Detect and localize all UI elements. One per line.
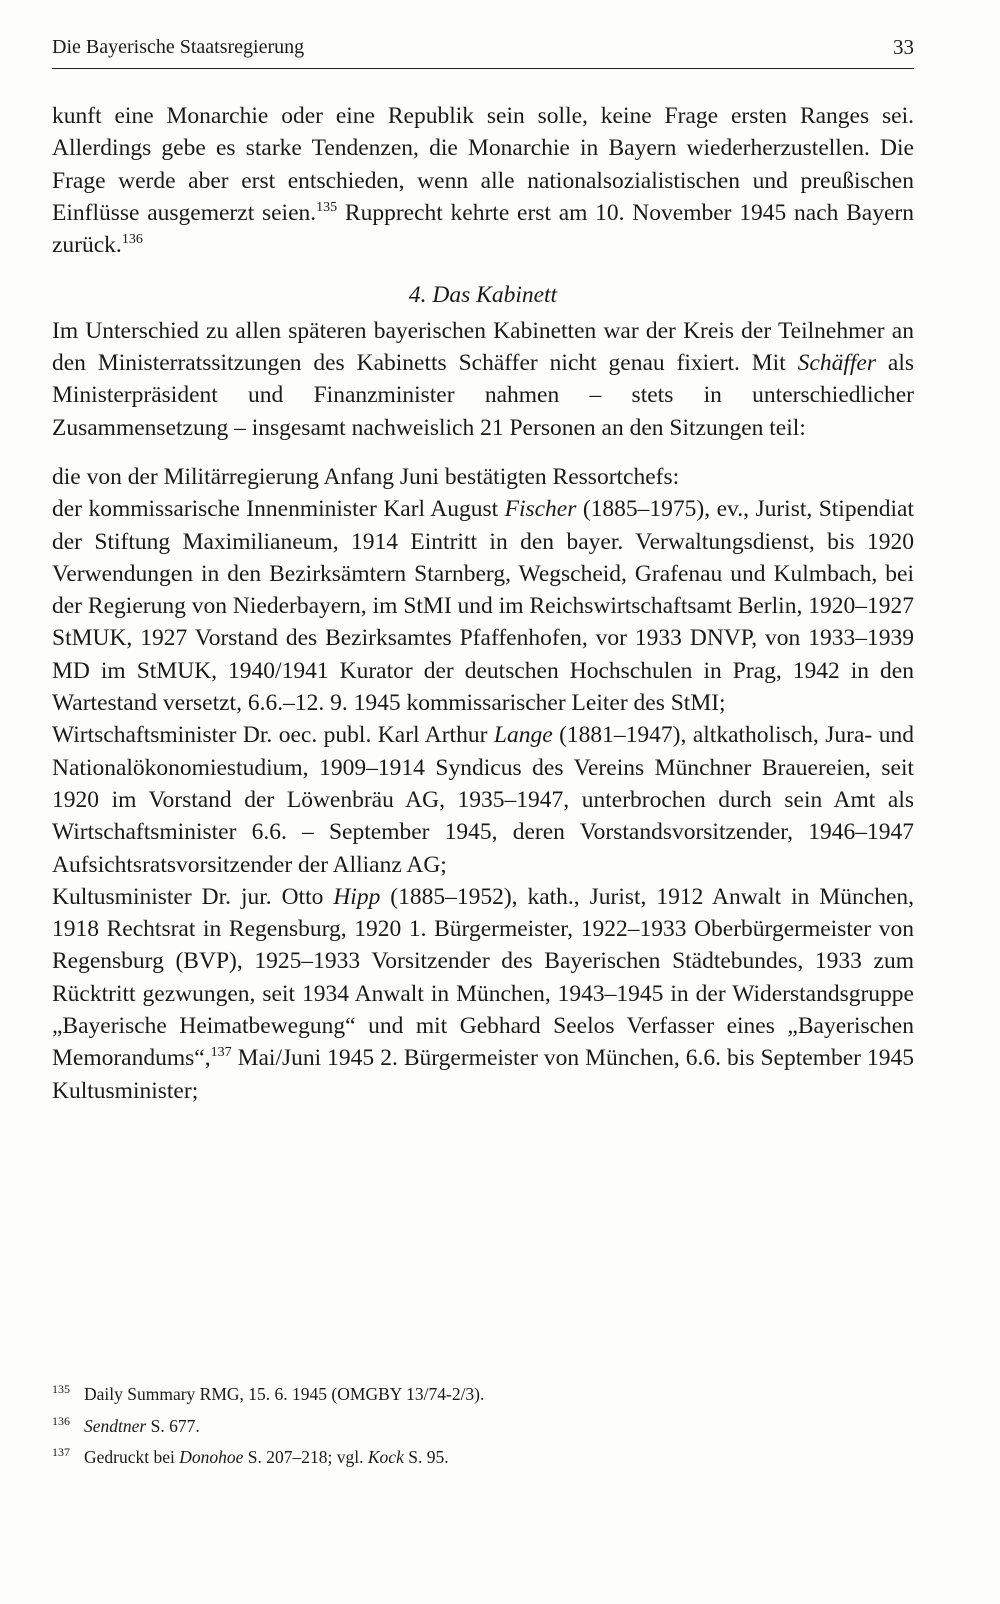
paragraph-ressortchefs: die von der Militärregierung Anfang Juni bestätigten Ressortchefs: — [52, 463, 680, 490]
footnote-number: 137 — [52, 1445, 70, 1459]
footnote-136: 136 Sendtner S. 677. — [52, 1408, 914, 1440]
paragraph-gap — [52, 444, 914, 461]
footnote-number: 136 — [52, 1413, 70, 1428]
person-name: Fischer — [504, 496, 577, 523]
person-name: Lange — [493, 722, 553, 749]
footnote-ref-137[interactable]: 137 — [210, 1045, 232, 1061]
footnote-ref-136[interactable]: 136 — [121, 232, 143, 248]
paragraph-continuation: kunft eine Monarchie oder eine Republik sein solle, keine Frage ersten Ranges sei. Allerdings gebe es starke Tendenzen, die Monarchie in Bayern wiederherzustellen. Die Frage werde aber erst entschieden, wenn alle nationalsozialistischen und preußischen Einflüsse ausgemerzt seien.$^{135}$ Rupprecht kehrte erst am 10. November 1945 nach Bayern zurück.$^{136}$ — [52, 103, 914, 259]
footnote-ref-135[interactable]: 135 — [316, 199, 338, 215]
footnote-137: 137 Gedruckt bei Donohoe S. 207–218; vgl. Kock S. 95. — [52, 1439, 914, 1471]
footnotes — [52, 1376, 914, 1471]
section-heading: 4. Das Kabinett — [408, 282, 558, 309]
person-name: Hipp — [333, 883, 381, 910]
paragraph-hipp: Kultusminister Dr. jur. Otto Hipp (1885–1952), kath., Jurist, 1912 Anwalt in München, 1918 Rechtsrat in Regensburg, 1920 1. Bürgermeister, 1922–1933 Oberbürgermeister von Regensburg (BVP), 1925–1933 Vorsitzender des Bayerischen Städtebundes, 1933 zum Rücktritt gezwungen, seit 1934 Anwalt in München, 1943–1945 in der Widerstandsgruppe „Bayerische Heimatbewegung“ und mit Gebhard Seelos Verfasser eines „Bayerischen Memorandums“,$^{137}$ Mai/Juni 1945 2. Bürgermeister von München, 6.6. bis September 1945 Kultusminister; — [52, 883, 914, 1104]
running-title: Die Bayerische Staatsregierung — [52, 36, 305, 58]
page-number: 33 — [893, 35, 914, 59]
paragraph-lange: Wirtschaftsminister Dr. oec. publ. Karl Arthur Lange (1881–1947), altkatholisch, Jura- und Nationalökonomiestudium, 1909–1914 Syndicus des Vereins Münchner Brauereien, seit 1920 im Vorstand der Löwenbräu AG, 1935–1947, unterbrochen durch sein Amt als Wirtschaftsminister 6.6. – September 1945, deren Vorstandsvorsitzender, 1946–1947 Aufsichtsratsvorsitzender der Allianz AG; — [52, 722, 914, 878]
paragraph-cabinet-intro: Im Unterschied zu allen späteren bayerischen Kabinetten war der Kreis der Teilnehmer an den Ministerratssitzungen des Kabinetts Schäffer nicht genau fixiert. Mit Schäffer als Ministerpräsident und Finanzminister nahmen – stets in unterschiedlicher Zusammensetzung – insgesamt nachweislich 21 Personen an den Sitzungen teil: — [52, 317, 914, 441]
footnote-135: 135 Daily Summary RMG, 15. 6. 1945 (OMGBY 13/74-2/3). — [52, 1376, 914, 1408]
footnote-number: 135 — [52, 1382, 70, 1396]
person-name: Schäffer — [797, 350, 876, 377]
running-header — [52, 30, 914, 69]
paragraph-fischer: der kommissarische Innenminister Karl August Fischer (1885–1975), ev., Jurist, Stipendiat der Stiftung Maximilianeum, 1914 Eintritt in den bayer. Verwaltungsdienst, bis 1920 Verwendungen in den Bezirksämtern Starnberg, Wegscheid, Grafenau und Kulmbach, bei der Regierung von Niederbayern, im StMI und im Reichswirtschaftsamt Berlin, 1920–1927 StMUK, 1927 Vorstand des Bezirksamtes Pfaffenhofen, vor 1933 DNVP, von 1933–1939 MD im StMUK, 1940/1941 Kurator der deutschen Hochschulen in Prag, 1942 in den Wartestand versetzt, 6.6.–12. 9. 1945 kommissarischer Leiter des StMI; — [52, 496, 914, 717]
main-text — [52, 100, 914, 1107]
